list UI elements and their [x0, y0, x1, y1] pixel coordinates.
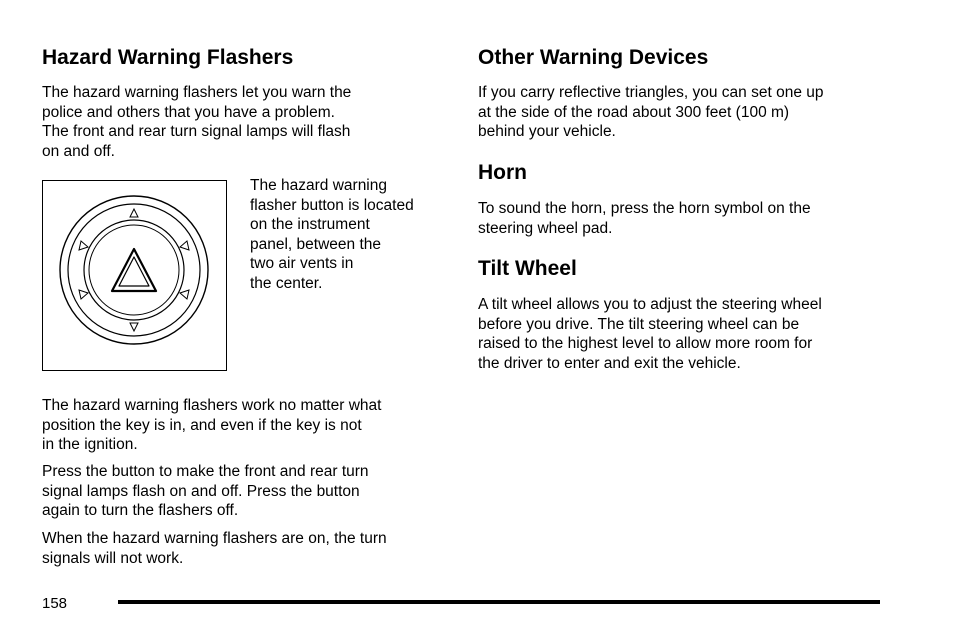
hazard-button-caption: The hazard warning flasher button is located on the instrument panel, between the two air vents in the center.: [250, 177, 414, 292]
horn-paragraph: To sound the horn, press the horn symbol on the steering wheel pad.: [478, 200, 811, 237]
horn-heading: Horn: [478, 161, 527, 184]
hazard-paragraph-3: When the hazard warning flashers are on, the turn signals will not work.: [42, 530, 387, 567]
hazard-paragraph-1: The hazard warning flashers work no matter what position the key is in, and even if the key is not in the ignition.: [42, 397, 382, 453]
hazard-intro-paragraph: The hazard warning flashers let you warn the police and others that you have a problem. The front and rear turn signal lamps will flash on and off.: [42, 84, 352, 160]
hazard-paragraph-2: Press the button to make the front and rear turn signal lamps flash on and off. Press the button again to turn the flashers off.: [42, 463, 369, 519]
hazard-flasher-button-icon: [43, 181, 228, 372]
hazard-button-figure: [42, 180, 227, 371]
other-warning-devices-paragraph: If you carry reflective triangles, you can set one up at the side of the road about 300 feet (100 m) behind your vehicle.: [478, 84, 824, 140]
other-warning-devices-heading: Other Warning Devices: [478, 46, 709, 69]
tilt-wheel-heading: Tilt Wheel: [478, 257, 577, 280]
hazard-warning-flashers-heading: Hazard Warning Flashers: [42, 46, 294, 69]
page-number: 158: [42, 595, 68, 612]
tilt-wheel-paragraph: A tilt wheel allows you to adjust the steering wheel before you drive. The tilt steering wheel can be raised to the highest level to allow more room for the driver to enter and exit the vehicle.: [478, 296, 822, 372]
footer-rule: [118, 600, 880, 604]
